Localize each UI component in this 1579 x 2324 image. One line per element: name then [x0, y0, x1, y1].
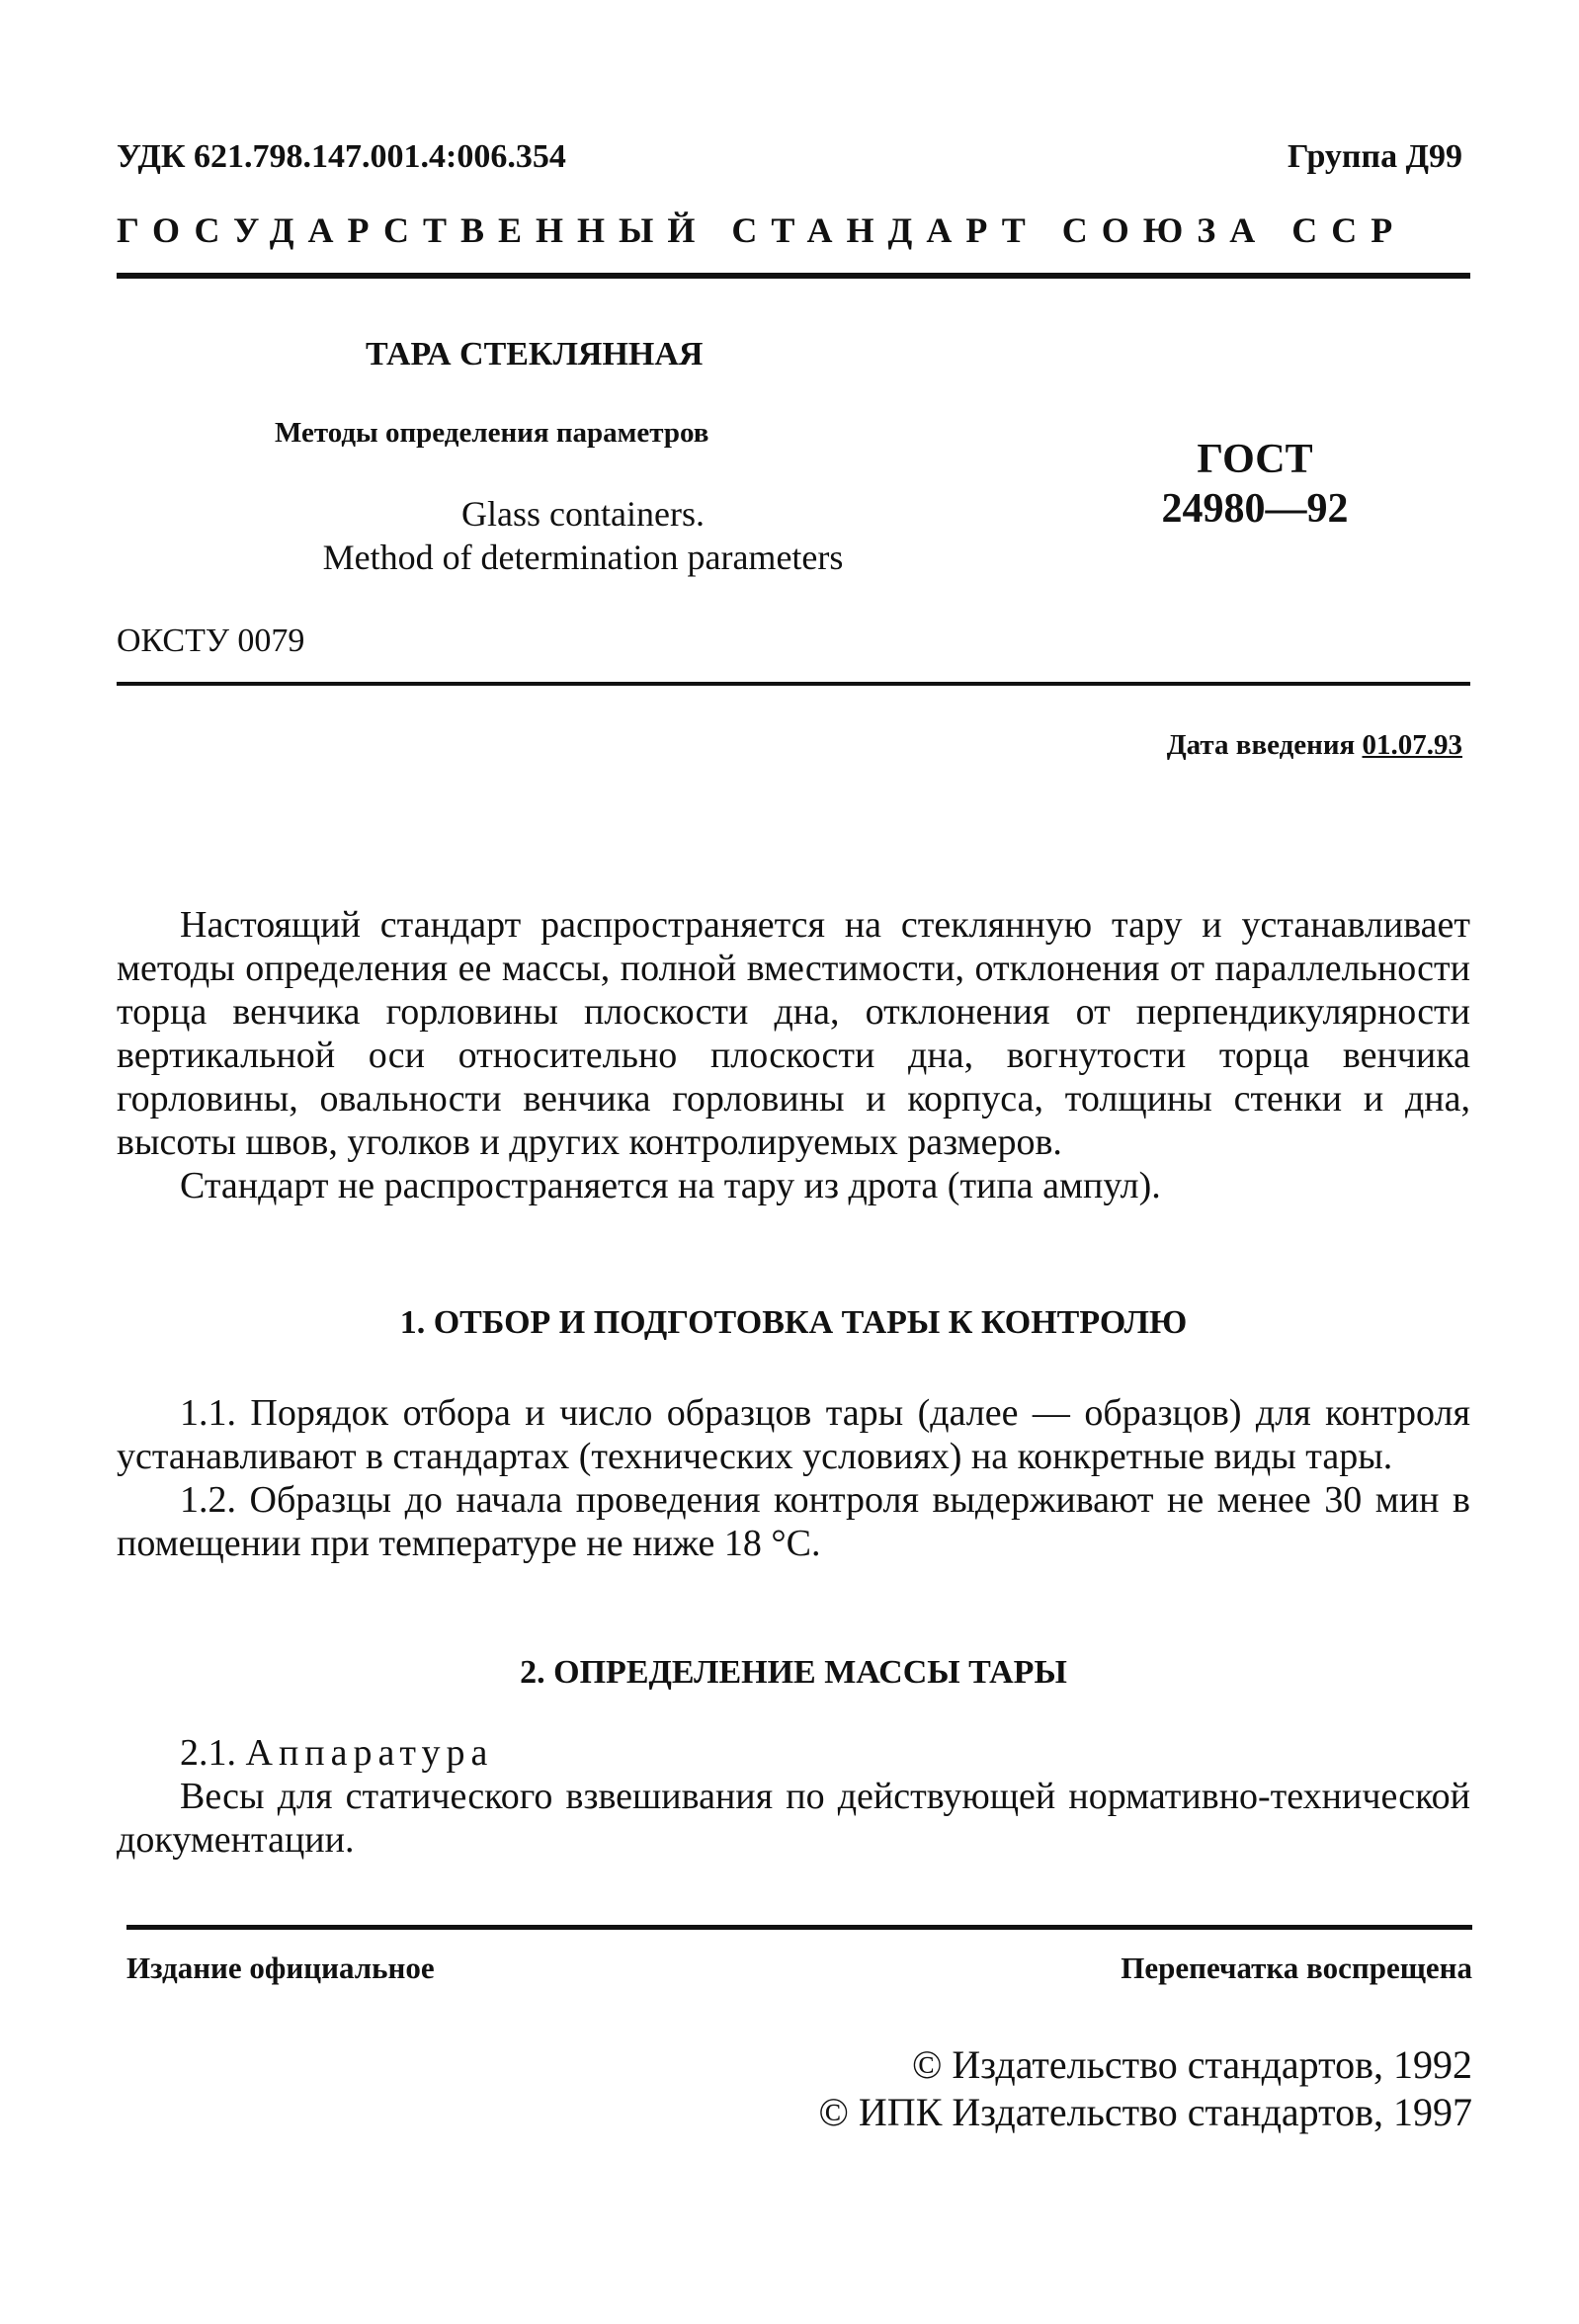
oksty-code: ОКСТУ 0079 — [117, 622, 305, 659]
english-title-line2: Method of determination parameters — [322, 538, 844, 577]
document-title: ТАРА СТЕКЛЯННАЯ — [366, 336, 704, 373]
intro-paragraph-1: Настоящий стандарт распространяется на стеклянную тару и устанавливает методы определения ее массы, полной вместимости, отклонения от параллельности торца венчика горловины плоскости дна, отклонения от перпендикулярности вертикальной оси относительно плоскости дна, вогнутости торца венчика горловины, овальности венчика горловины и корпуса, толщины стенки и дна, высоты швов, уголков и других контролируемых размеров. — [117, 904, 1470, 1163]
document-subtitle: Методы определения параметров — [275, 417, 709, 449]
official-edition: Издание официальное — [126, 1950, 435, 1985]
gost-label: ГОСТ — [1197, 437, 1313, 482]
section-1-text — [117, 1391, 1470, 1565]
intro-date — [1167, 729, 1462, 762]
reprint-prohibited: Перепечатка воспрещена — [1121, 1950, 1472, 1985]
clause-2-1-heading — [117, 1731, 1470, 1775]
copyright-block — [819, 2041, 1472, 2136]
clause-1-2: 1.2. Образцы до начала проведения контроля выдерживают не менее 30 мин в помещении при температуре не ниже 18 °С. — [117, 1479, 1470, 1564]
section-2-heading: 2. ОПРЕДЕЛЕНИЕ МАССЫ ТАРЫ — [520, 1654, 1067, 1691]
clause-1-1: 1.1. Порядок отбора и число образцов тары (далее — образцов) для контроля устанавливают в стандартах (технических условиях) на конкретные виды тары. — [117, 1392, 1470, 1477]
gost-number: 24980—92 — [1161, 486, 1349, 532]
udk-code: УДК 621.798.147.001.4:006.354 — [117, 138, 566, 175]
clause-2-1-text: Весы для статического взвешивания по действующей нормативно-технической документации. — [117, 1776, 1470, 1861]
intro-paragraph-2: Стандарт не распространяется на тару из дрота (типа ампул). — [180, 1165, 1161, 1206]
clause-2-1-number: 2.1. — [180, 1732, 236, 1774]
intro-date-value: 01.07.93 — [1362, 729, 1462, 761]
section-1-heading: 1. ОТБОР И ПОДГОТОВКА ТАРЫ К КОНТРОЛЮ — [399, 1304, 1188, 1341]
english-title-line1: Glass containers. — [461, 494, 705, 534]
section-2-text — [117, 1731, 1470, 1862]
english-title — [237, 492, 929, 579]
intro-text — [117, 903, 1470, 1207]
title-rule — [117, 682, 1470, 686]
clause-2-1-title: Аппаратура — [245, 1732, 494, 1774]
footer-rule — [126, 1925, 1472, 1930]
header-rule-thick — [117, 273, 1470, 279]
state-standard-heading: ГОСУДАРСТВЕННЫЙ СТАНДАРТ СОЮЗА ССР — [117, 210, 1407, 250]
gost-designation — [1146, 435, 1364, 534]
intro-date-label: Дата введения — [1166, 729, 1356, 761]
group-code: Группа Д99 — [1287, 138, 1462, 175]
copyright-1992: © Издательство стандартов, 1992 — [911, 2042, 1472, 2087]
copyright-1997: © ИПК Издательство стандартов, 1997 — [818, 2090, 1472, 2134]
